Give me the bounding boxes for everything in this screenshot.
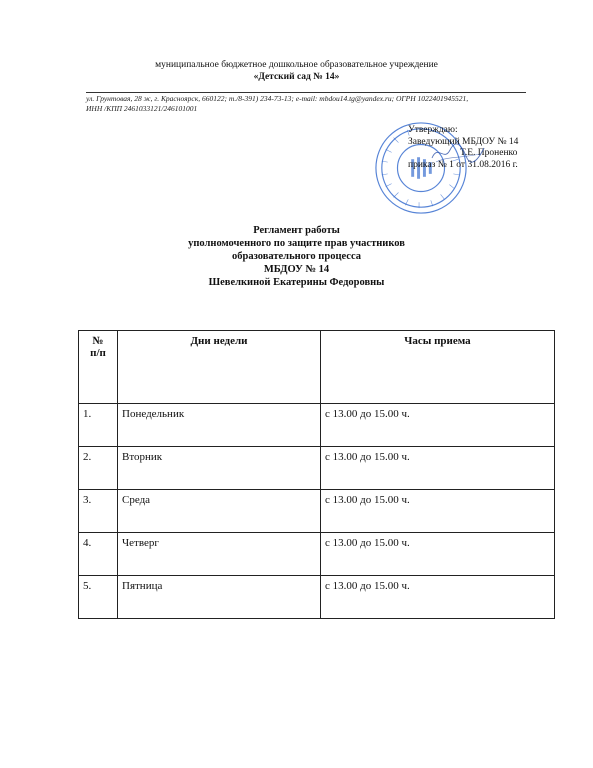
row-hours: с 13.00 до 15.00 ч.	[321, 490, 555, 533]
row-number: 5.	[79, 576, 118, 619]
row-number: 1.	[79, 404, 118, 447]
row-number: 4.	[79, 533, 118, 576]
schedule-table	[78, 330, 555, 619]
header-number-abbr: п/п	[90, 347, 106, 359]
title-line-1: Регламент работы	[253, 225, 340, 236]
table-row	[79, 576, 555, 619]
row-day: Понедельник	[118, 404, 321, 447]
row-day: Четверг	[118, 533, 321, 576]
row-hours: с 13.00 до 15.00 ч.	[321, 533, 555, 576]
row-day: Пятница	[118, 576, 321, 619]
document-title	[0, 224, 593, 289]
row-day: Вторник	[118, 447, 321, 490]
row-hours: с 13.00 до 15.00 ч.	[321, 576, 555, 619]
row-number: 2.	[79, 447, 118, 490]
row-hours: с 13.00 до 15.00 ч.	[321, 447, 555, 490]
table-row	[79, 533, 555, 576]
header-hours: Часы приема	[321, 331, 555, 404]
table-row	[79, 404, 555, 447]
header-days: Дни недели	[118, 331, 321, 404]
header-divider	[86, 92, 526, 93]
table-header-row	[79, 331, 555, 404]
header-number	[79, 331, 118, 404]
table-row	[79, 490, 555, 533]
signature	[428, 138, 488, 168]
contacts-address-line: ул. Грунтовая, 28 ж, г. Красноярск, 660122; т./8-391) 234-73-13; e-mail: mbdou14.tg@yandex.ru; ОГРН 1022401945521,	[86, 94, 469, 103]
row-hours: с 13.00 до 15.00 ч.	[321, 404, 555, 447]
title-line-4: МБДОУ № 14	[263, 264, 330, 275]
row-number: 3.	[79, 490, 118, 533]
approval-name: Т.Е. Проненко	[460, 148, 518, 158]
table-row	[79, 447, 555, 490]
approval-label: Утверждаю:	[408, 125, 458, 135]
org-contacts	[86, 94, 468, 114]
row-day: Среда	[118, 490, 321, 533]
approval-position: Заведующий МБДОУ № 14	[408, 136, 519, 147]
title-line-3: образовательного процесса	[231, 251, 361, 262]
org-short-name: «Детский сад № 14»	[253, 72, 340, 82]
contacts-inn-line: ИНН /КПП 2461033121/246101001	[86, 104, 198, 113]
approval-order: приказ № 1 от 31.08.2016 г.	[408, 159, 518, 170]
org-name: муниципальное бюджетное дошкольное образовательное учреждение	[155, 60, 438, 70]
title-line-5: Шевелкиной Екатерины Федоровны	[208, 277, 385, 288]
title-line-2: уполномоченного по защите прав участников	[188, 238, 405, 249]
header-number-sign: №	[92, 335, 104, 347]
